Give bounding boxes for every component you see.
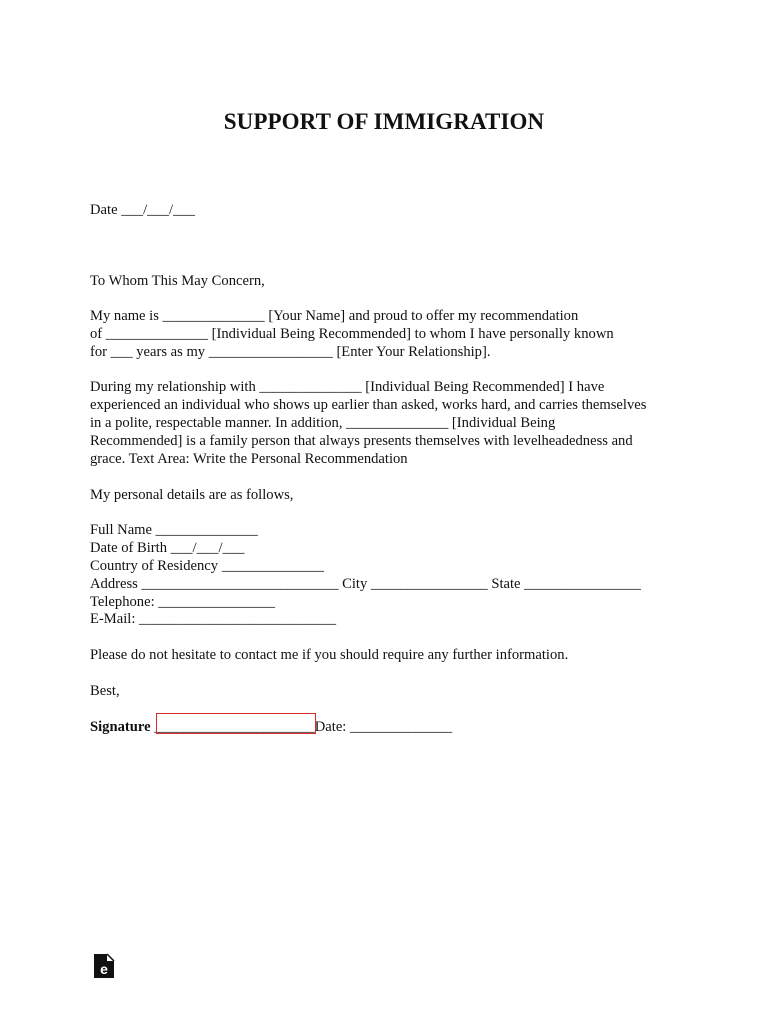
sign-off: Best, xyxy=(90,683,120,699)
date-line: Date ___/___/___ xyxy=(90,202,195,218)
eforms-logo-icon xyxy=(93,953,115,979)
paragraph2-line4: Recommended] is a family person that always presents themselves with levelheadedness and xyxy=(90,433,633,449)
signature-date: Date: ______________ xyxy=(314,719,453,735)
salutation: To Whom This May Concern, xyxy=(90,273,265,289)
detail-telephone: Telephone: ________________ xyxy=(90,594,276,610)
eforms-logo-svg xyxy=(93,953,115,979)
signature-blank: ______________________ xyxy=(154,719,315,735)
details-intro: My personal details are as follows, xyxy=(90,487,294,503)
detail-date-of-birth: Date of Birth ___/___/___ xyxy=(90,540,245,556)
paragraph1-line2: of ______________ [Individual Being Recommended] to whom I have personally known xyxy=(90,326,614,342)
paragraph2-line1: During my relationship with ______________ [Individual Being Recommended] I have xyxy=(90,379,605,395)
closing-note: Please do not hesitate to contact me if you should require any further information. xyxy=(90,647,569,663)
detail-address: Address ___________________________ City ________________ State ________________ xyxy=(90,576,641,592)
paragraph2-line2: experienced an individual who shows up earlier than asked, works hard, and carries themselves xyxy=(90,397,647,413)
eforms-logo-letter: e xyxy=(100,961,108,977)
paragraph1-line1: My name is ______________ [Your Name] and proud to offer my recommendation xyxy=(90,308,579,324)
detail-email: E-Mail: ___________________________ xyxy=(90,611,337,627)
paragraph1-line3: for ___ years as my _________________ [Enter Your Relationship]. xyxy=(90,344,491,360)
detail-country: Country of Residency ______________ xyxy=(90,558,324,574)
signature-label: Signature xyxy=(90,719,151,735)
paragraph2-line3: in a polite, respectable manner. In addition, ______________ [Individual Being xyxy=(90,415,556,431)
detail-full-name: Full Name ______________ xyxy=(90,522,258,538)
signature-field[interactable] xyxy=(156,713,316,734)
document-title: SUPPORT OF IMMIGRATION xyxy=(223,109,545,134)
paragraph2-line5: grace. Text Area: Write the Personal Recommendation xyxy=(90,451,408,467)
